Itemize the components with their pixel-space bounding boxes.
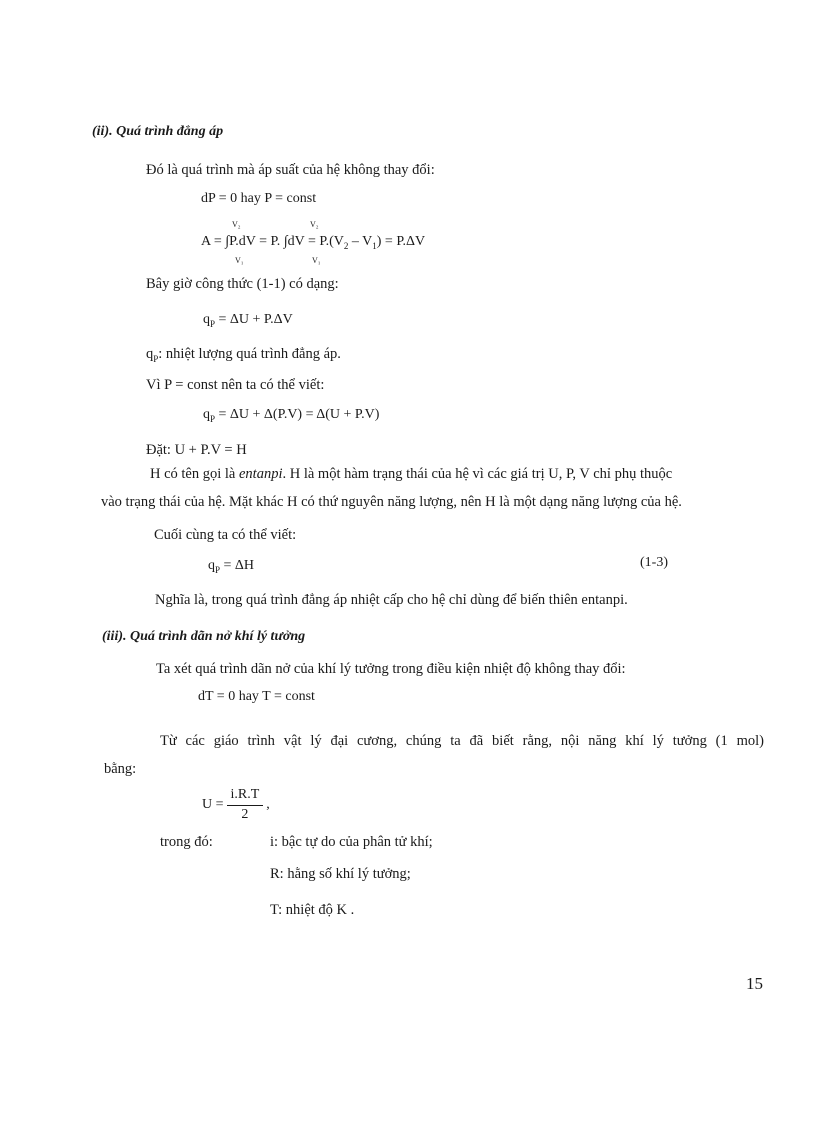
equation-internal-energy: U = $\frac{i.R.T}{2}$ , [202, 787, 270, 822]
equation-qp-deltaH: $q_P = \Delta H$ [208, 558, 255, 575]
internal-energy-paragraph-line-1: Từ các giáo trình vật lý đại cương, chúng ta đã biết rằng, nội năng khí lý tưởng (1 mol) [160, 733, 764, 749]
definition-r: R: hằng số khí lý tưởng; [270, 866, 411, 882]
integral-upper-limit-1: V₂ [232, 220, 241, 229]
enthalpy-paragraph-line-1: H có tên gọi là entanpi. H là một hàm trạng thái của hệ vì các giá trị U, P, V chỉ phụ thuộc [150, 466, 673, 482]
internal-energy-paragraph-line-2: bằng: [104, 761, 137, 777]
integral-lower-limit-2: V₁ [312, 256, 321, 265]
integral-lower-limit-1: V₁ [235, 256, 244, 265]
define-h: Đặt: U + P.V = H [146, 442, 247, 458]
equation-qp: $q_P = \Delta U + P.\Delta V$ [203, 312, 293, 329]
since-p-const: Vì P = const nên ta có thể viết: [146, 377, 325, 393]
equation-qp-enthalpy: $q_P = \Delta U + \Delta(P.V) = \Delta(U + P.V)$ [203, 407, 380, 424]
meaning-text: Nghĩa là, trong quá trình đẳng áp nhiệt cấp cho hệ chỉ dùng để biến thiên entanpi. [155, 592, 628, 608]
definition-t: T: nhiệt độ K . [270, 902, 355, 918]
integral-upper-limit-2: V₂ [310, 220, 319, 229]
isobaric-intro: Đó là quá trình mà áp suất của hệ không thay đổi: [146, 162, 435, 178]
qp-definition: $q_P$: nhiệt lượng quá trình đẳng áp. [146, 346, 341, 364]
page-number: 15 [746, 974, 763, 993]
equation-dp-const: dP = 0 hay P = const [201, 191, 317, 206]
section-heading-ideal-gas: (iii). Quá trình dãn nở khí lý tưởng [102, 629, 306, 644]
where-label: trong đó: [160, 834, 213, 850]
equation-dt-const: dT = 0 hay T = const [198, 689, 315, 704]
ideal-gas-intro: Ta xét quá trình dãn nở của khí lý tưởng trong điều kiện nhiệt độ không thay đổi: [156, 661, 626, 677]
equation-label-1-3: (1-3) [640, 555, 668, 570]
equation-work: A = ∫P.dV = P. $\int dV = P.(V_2 - V_1) = P.\Delta V$ [201, 234, 426, 251]
finally-text: Cuối cùng ta có thể viết: [154, 527, 297, 543]
enthalpy-paragraph-line-2: vào trạng thái của hệ. Mặt khác H có thứ nguyên năng lượng, nên H là một dạng năng lượng của hệ. [101, 494, 682, 510]
formula-intro: Bây giờ công thức (1-1) có dạng: [146, 276, 339, 292]
section-heading-isobaric: (ii). Quá trình đẳng áp [92, 124, 224, 139]
definition-i: i: bậc tự do của phân tử khí; [270, 834, 433, 850]
